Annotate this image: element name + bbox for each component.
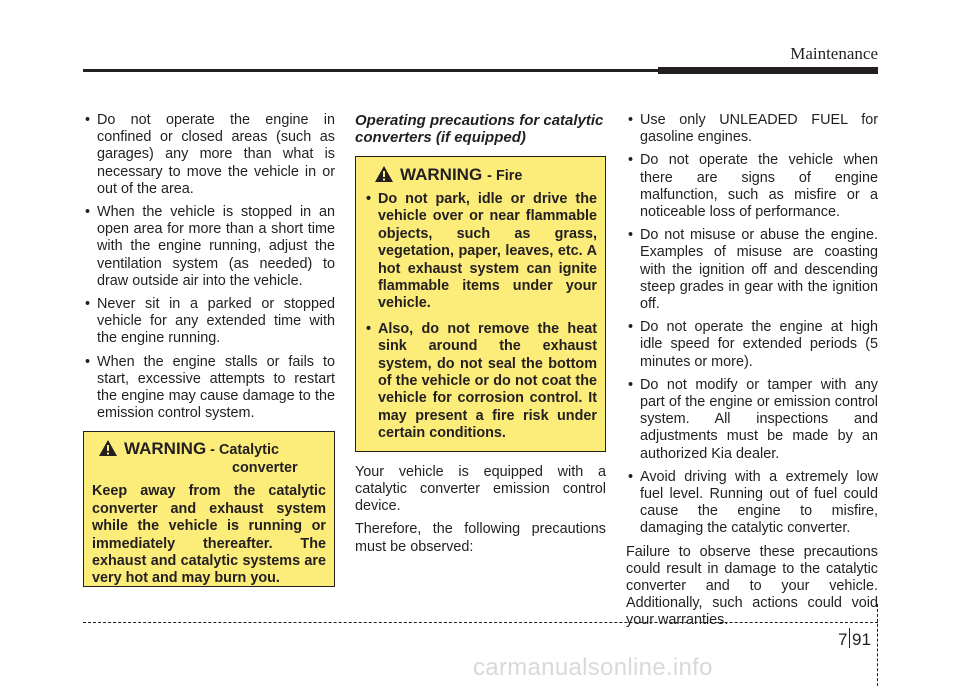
list-item: • Do not operate the engine in confined or closed areas (such as garages) any more than what is necessary to move the vehicle in or out of the area.	[83, 112, 335, 198]
footer-rule	[83, 622, 878, 623]
page-header-title: Maintenance	[790, 44, 878, 63]
paragraph: Therefore, the following precautions must be observed:	[355, 521, 606, 555]
warning-box-catalytic	[83, 431, 335, 587]
header-rule	[83, 69, 878, 72]
warning-subtitle-continued: converter	[232, 460, 298, 477]
warning-box-fire	[355, 156, 606, 452]
list-item: • Use only UNLEADED FUEL for gasoline engines.	[626, 112, 878, 146]
list-item: • Do not modify or tamper with any part of the engine or emission control system. All inspections and adjustments must be made by an authorized Kia dealer.	[626, 377, 878, 463]
list-item: • When the vehicle is stopped in an open area for more than a short time with the engine running, adjust the ventilation system (as needed) to draw outside air into the vehicle.	[83, 204, 335, 290]
section-title: Operating precautions for catalytic converters (if equipped)	[355, 112, 604, 146]
list-item: • Do not operate the engine at high idle speed for extended periods (5 minutes or more).	[626, 319, 878, 371]
warning-subtitle: - Catalytic	[210, 442, 279, 458]
paragraph: Your vehicle is equipped with a catalytic converter emission control device.	[355, 463, 606, 515]
warning-header	[98, 439, 326, 477]
footer-divider	[877, 604, 878, 686]
list-item: • Do not park, idle or drive the vehicle over or near flammable objects, such as grass, vegetation, paper, leaves, etc. A hot exhaust system can ignite flammable items under your vehicle.	[364, 191, 597, 313]
page-number-separator	[849, 628, 850, 648]
middle-column	[355, 112, 606, 562]
chapter-number: 7	[838, 630, 848, 649]
warning-triangle-icon	[98, 439, 118, 457]
list-item: • Do not misuse or abuse the engine. Examples of misuse are coasting with the ignition off and descending steep grades in gear with the ignition off.	[626, 227, 878, 313]
right-column	[626, 112, 878, 636]
warning-subtitle: - Fire	[487, 168, 523, 184]
warning-body: Keep away from the catalytic converter and exhaust system while the vehicle is running or immediately thereafter. The exhaust and catalytic systems are very hot and may burn you.	[92, 483, 326, 587]
list-item: • Also, do not remove the heat sink around the exhaust system, do not seal the bottom of the vehicle or do not coat the vehicle for corrosion control. It may present a fire risk under certain conditions.	[364, 321, 597, 443]
watermark: carmanualsonline.info	[473, 654, 713, 681]
closing-paragraph: Failure to observe these precautions could result in damage to the catalytic converter and to your vehicle. Additionally, such actions could void your warranties.	[626, 543, 878, 629]
warning-label: WARNING	[400, 165, 483, 184]
left-column	[83, 112, 335, 428]
warning-bullet-list	[364, 191, 597, 443]
page-number: 91	[852, 630, 871, 649]
list-item: • Do not operate the vehicle when there are signs of engine malfunction, such as misfire or a noticeable loss of performance.	[626, 152, 878, 221]
right-bullet-list	[626, 112, 878, 538]
left-bullet-list	[83, 112, 335, 422]
warning-label: WARNING	[124, 439, 207, 458]
list-item: • Avoid driving with a extremely low fuel level. Running out of fuel could cause the engine to misfire, damaging the catalytic converter.	[626, 469, 878, 538]
warning-header	[374, 165, 597, 185]
list-item: • When the engine stalls or fails to start, excessive attempts to restart the engine may cause damage to the emission control system.	[83, 354, 335, 423]
warning-triangle-icon	[374, 165, 394, 183]
list-item: • Never sit in a parked or stopped vehicle for any extended time with the engine running.	[83, 296, 335, 348]
